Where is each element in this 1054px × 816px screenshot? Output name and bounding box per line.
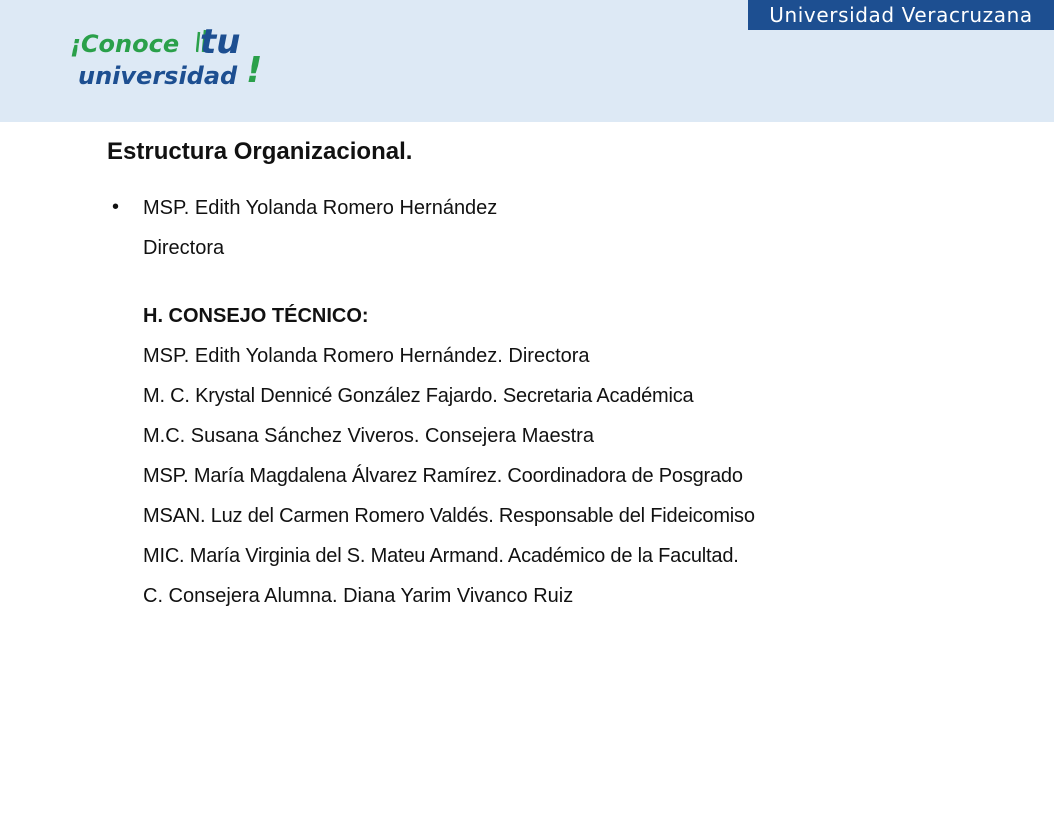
council-member: MSP. María Magdalena Álvarez Ramírez. Coordinadora de Posgrado [143,465,743,487]
director-name: MSP. Edith Yolanda Romero Hernández [143,197,498,219]
council-member: MIC. María Virginia del S. Mateu Armand. Académico de la Facultad. [143,545,739,567]
council-member: MSAN. Luz del Carmen Romero Valdés. Responsable del Fideicomiso [143,505,755,527]
council-heading: H. CONSEJO TÉCNICO: [143,305,369,327]
bullet-icon: • [112,196,120,218]
logo-line1: ¡Conoce [70,30,180,58]
logo-line2: universidad [78,62,238,90]
university-banner[interactable]: Universidad Veracruzana [748,0,1054,30]
logo-tu: tu [200,22,241,62]
council-member: M.C. Susana Sánchez Viveros. Consejera Maestra [143,425,594,447]
director-role: Directora [143,237,225,259]
council-member: MSP. Edith Yolanda Romero Hernández. Directora [143,345,590,367]
page-title: Estructura Organizacional. [107,138,413,165]
organization-list [143,194,1023,622]
council-member: C. Consejera Alumna. Diana Yarim Vivanco Ruiz [143,585,574,607]
conoce-tu-universidad-logo[interactable] [70,22,280,98]
council-member: M. C. Krystal Dennicé González Fajardo. Secretaria Académica [143,385,694,407]
spacer [143,274,1023,302]
logo-exclamation: ! [246,50,263,91]
